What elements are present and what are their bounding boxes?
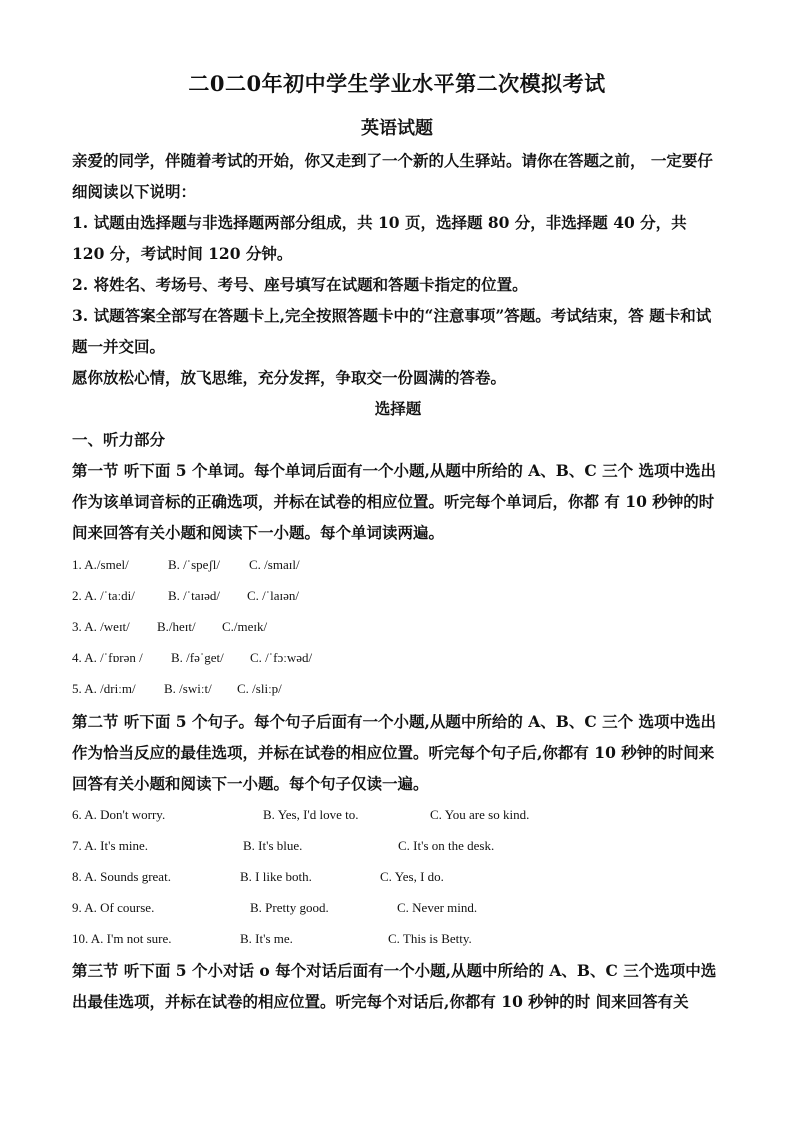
- option-b: B. It's me.: [240, 931, 293, 946]
- section-heading: 选择题: [374, 399, 422, 418]
- question-row: [0, 619, 794, 639]
- option-b: B. /fəˈget/: [171, 650, 224, 665]
- option-b: B. /ˈspeʃl/: [168, 557, 220, 572]
- option-c: C./meɪk/: [222, 619, 268, 634]
- part-1-heading: 一、听力部分: [72, 430, 166, 449]
- intro-greeting: 亲爱的同学，伴随着考试的开始，你又走到了一个新的人生驿站。请你在答题之前， 一定要仔细阅读以下说明：: [72, 151, 713, 201]
- option-b: B. Pretty good.: [250, 900, 329, 915]
- question-row: [0, 681, 794, 701]
- section-1-instructions: 第一节 听下面 5 个单词。每个单词后面有一个小题,从题中所给的 A、B、C 三个 选项中选出作为该单词音标的正确选项，并标在试卷的相应位置。听完每个单词后，你都 有 10 秒钟的时间来回答有关小题和阅读下一小题。每个单词读两遍。: [72, 461, 717, 542]
- question-row: [0, 588, 794, 608]
- option-a: 5. A. /driːm/: [72, 681, 136, 696]
- exam-title: 二0二0年初中学生学业水平第二次模拟考试: [188, 71, 606, 96]
- section-3-instructions: 第三节 听下面 5 个小对话 o 每个对话后面有一个小题,从题中所给的 A、B、C 三个选项中选出最佳选项，并标在试卷的相应位置。听完每个对话后,你都有 10 秒钟的时 间来回答有关: [72, 961, 717, 1011]
- option-a: 4. A. /ˈfɒrən /: [72, 650, 143, 665]
- option-b: B. I like both.: [240, 869, 312, 884]
- option-c: C. Never mind.: [397, 900, 478, 915]
- option-a: 8. A. Sounds great.: [72, 869, 171, 884]
- option-a: 10. A. I'm not sure.: [72, 931, 172, 946]
- option-c: C. /sliːp/: [237, 681, 282, 696]
- option-c: C. You are so kind.: [430, 807, 530, 822]
- option-b: B. Yes, I'd love to.: [263, 807, 359, 822]
- exam-subtitle: 英语试题: [361, 118, 433, 139]
- option-b: B. /ˈtaɪəd/: [168, 588, 220, 603]
- option-b: B. It's blue.: [243, 838, 303, 853]
- option-a: 2. A. /ˈtaːdi/: [72, 588, 135, 603]
- option-b: B. /swiːt/: [164, 681, 212, 696]
- option-a: 6. A. Don't worry.: [72, 807, 166, 822]
- option-a: 9. A. Of course.: [72, 900, 155, 915]
- rule-3: 3. 试题答案全部写在答题卡上,完全按照答题卡中的“注意事项”答题。考试结束，答 题卡和试题一并交回。: [72, 306, 712, 356]
- question-row: [0, 869, 794, 889]
- option-a: 3. A. /weɪt/: [72, 619, 130, 634]
- section-2-instructions: 第二节 听下面 5 个句子。每个句子后面有一个小题,从题中所给的 A、B、C 三个 选项中选出作为恰当反应的最佳选项，并标在试卷的相应位置。听完每个句子后,你都有 10 秒钟的时间来回答有关小题和阅读下一小题。每个句子仅读一遍。: [72, 712, 717, 793]
- option-c: C. Yes, I do.: [380, 869, 444, 884]
- option-c: C. This is Betty.: [388, 931, 472, 946]
- option-b: B./heɪt/: [157, 619, 196, 634]
- option-c: C. /smaɪl/: [249, 557, 300, 572]
- rule-1: 1. 试题由选择题与非选择题两部分组成，共 10 页，选择题 80 分，非选择题 40 分，共 120 分，考试时间 120 分钟。: [72, 213, 687, 263]
- option-c: C. It's on the desk.: [398, 838, 495, 853]
- option-c: C. /ˈlaɪən/: [247, 588, 299, 603]
- question-row: [0, 900, 794, 920]
- option-c: C. /ˈfɔːwəd/: [250, 650, 313, 665]
- question-row: [0, 650, 794, 670]
- rule-2: 2. 将姓名、考场号、考号、座号填写在试题和答题卡指定的位置。: [72, 275, 528, 294]
- question-row: [0, 931, 794, 951]
- question-row: [0, 838, 794, 858]
- question-row: [0, 557, 794, 577]
- closing-wish: 愿你放松心情，放飞思维，充分发挥，争取交一份圆满的答卷。: [72, 368, 507, 387]
- option-a: 1. A./smel/: [72, 557, 129, 572]
- question-row: [0, 807, 794, 827]
- option-a: 7. A. It's mine.: [72, 838, 149, 853]
